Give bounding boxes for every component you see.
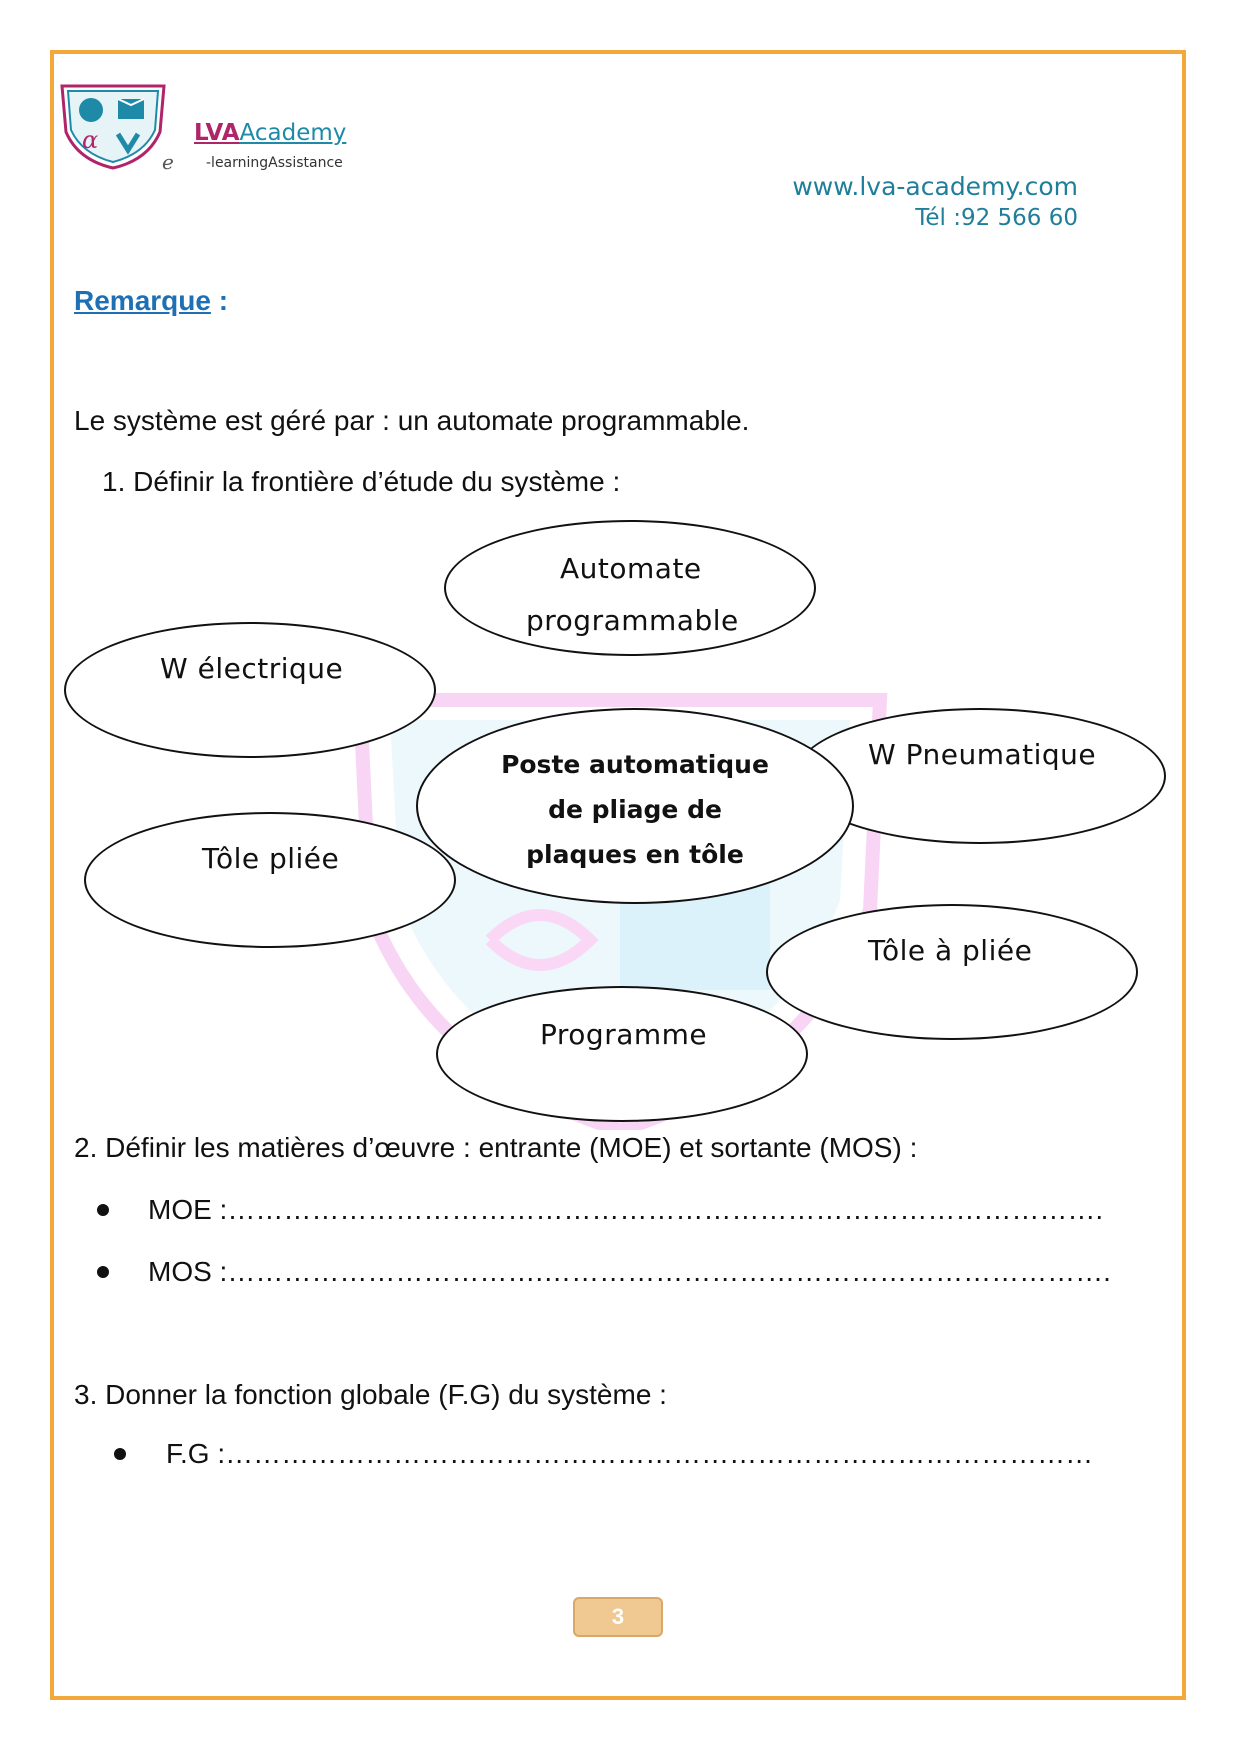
ellipse-tole-a-pliee (766, 904, 1138, 1040)
moe-answer-line[interactable]: MOE :…………………………………………………………………………………. (148, 1194, 1104, 1225)
question-2: 2. Définir les matières d’œuvre : entrante (MOE) et sortante (MOS) : (74, 1132, 918, 1163)
ellipse-automate (444, 520, 816, 656)
center-label-2: de pliage de (548, 795, 722, 824)
website-link[interactable]: www.lva-academy.com (792, 172, 1078, 201)
brand-lva: LVA (194, 120, 240, 146)
remark-heading (74, 285, 228, 317)
automate-label-1: Automate (560, 552, 702, 585)
ellipse-center-system (416, 708, 854, 904)
brand-e: e (162, 150, 174, 174)
tole-pliee-label: Tôle pliée (202, 842, 340, 875)
programme-label: Programme (540, 1018, 708, 1051)
phone-number: Tél :92 566 60 (915, 205, 1078, 231)
mos-answer-line[interactable]: MOS :…………………………….……………………………………………………. (148, 1256, 1111, 1287)
w-pneumatique-label: W Pneumatique (868, 738, 1097, 771)
lva-shield-logo-icon (58, 82, 168, 170)
ellipse-w-electrique (64, 622, 436, 758)
ellipse-tole-pliee (84, 812, 456, 948)
w-electrique-label: W électrique (160, 652, 344, 685)
svg-text:α: α (82, 126, 99, 154)
automate-label-2: programmable (526, 604, 739, 637)
page-number: 3 (573, 1597, 663, 1637)
question-1: 1. Définir la frontière d’étude du système : (102, 466, 621, 497)
bullet-icon (114, 1448, 126, 1460)
intro-text: Le système est géré par : un automate programmable. (74, 405, 750, 436)
remark-title: Remarque (74, 285, 211, 316)
center-label-1: Poste automatique (501, 750, 769, 779)
brand-name (194, 120, 346, 146)
ellipse-programme (436, 986, 808, 1122)
remark-colon: : (210, 285, 229, 316)
brand-subtitle: -learningAssistance (206, 155, 343, 171)
brand-academy: Academy (239, 120, 347, 146)
fg-answer-line[interactable]: F.G :………………………………………………………………………………… (166, 1438, 1094, 1469)
question-3: 3. Donner la fonction globale (F.G) du système : (74, 1379, 667, 1410)
tole-a-pliee-label: Tôle à pliée (868, 934, 1033, 967)
center-label-3: plaques en tôle (526, 840, 744, 869)
bullet-icon (97, 1204, 109, 1216)
bullet-icon (97, 1266, 109, 1278)
